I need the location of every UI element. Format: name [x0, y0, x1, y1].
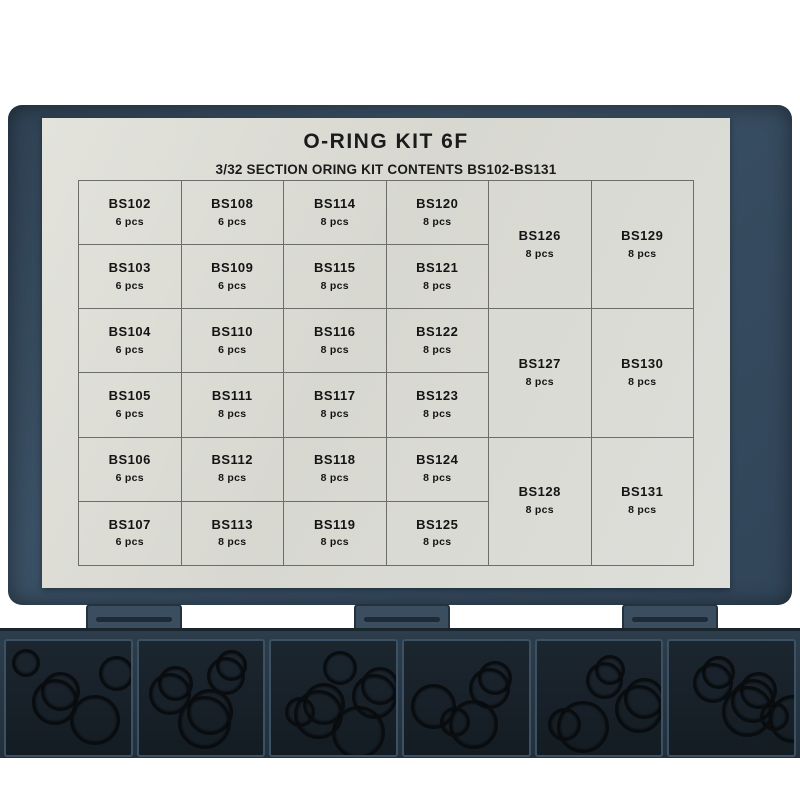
table-cell-bs122 — [386, 309, 489, 373]
contents-table-wrapper — [78, 180, 694, 566]
table-cell-bs121 — [386, 245, 489, 309]
table-cell-bs108 — [181, 181, 284, 245]
table-row — [79, 309, 694, 373]
part-code: BS103 — [108, 259, 151, 275]
part-quantity: 8 pcs — [218, 472, 247, 485]
o-ring — [12, 649, 40, 677]
part-quantity: 6 pcs — [115, 215, 144, 228]
table-cell-bs126 — [489, 181, 592, 309]
table-cell-bs102 — [79, 181, 182, 245]
table-cell-bs130 — [591, 309, 694, 437]
part-code: BS120 — [416, 195, 459, 211]
part-code: BS125 — [416, 516, 459, 532]
part-quantity: 8 pcs — [628, 375, 657, 388]
o-ring — [99, 656, 133, 691]
part-code: BS119 — [313, 516, 356, 532]
table-cell-bs104 — [79, 309, 182, 373]
part-code: BS121 — [416, 259, 459, 275]
table-cell-bs120 — [386, 181, 489, 245]
part-quantity: 8 pcs — [218, 408, 247, 421]
table-row — [79, 181, 694, 245]
table-cell-bs114 — [284, 181, 387, 245]
o-ring — [440, 707, 470, 737]
part-quantity: 8 pcs — [320, 279, 349, 292]
table-cell-bs103 — [79, 245, 182, 309]
contents-table — [78, 180, 694, 566]
part-code: BS113 — [211, 516, 254, 532]
part-quantity: 8 pcs — [423, 536, 452, 549]
o-ring — [207, 657, 245, 695]
part-quantity: 6 pcs — [218, 343, 247, 356]
part-code: BS105 — [108, 388, 151, 404]
part-code: BS128 — [518, 484, 561, 500]
table-cell-bs107 — [79, 501, 182, 565]
part-quantity: 8 pcs — [320, 408, 349, 421]
table-cell-bs111 — [181, 373, 284, 437]
tray-compartment — [402, 639, 531, 757]
part-code: BS116 — [313, 324, 356, 340]
part-quantity: 6 pcs — [115, 343, 144, 356]
table-cell-bs113 — [181, 501, 284, 565]
part-code: BS126 — [518, 227, 561, 243]
part-code: BS109 — [211, 259, 254, 275]
part-quantity: 8 pcs — [320, 536, 349, 549]
part-code: BS127 — [518, 356, 561, 372]
part-quantity: 8 pcs — [628, 504, 657, 517]
tray-compartments — [4, 639, 796, 757]
table-row — [79, 437, 694, 501]
o-ring — [586, 662, 623, 699]
part-code: BS102 — [108, 195, 151, 211]
part-quantity: 8 pcs — [320, 343, 349, 356]
part-quantity: 8 pcs — [320, 215, 349, 228]
part-code: BS112 — [211, 452, 254, 468]
o-ring — [32, 679, 78, 725]
part-code: BS110 — [211, 324, 254, 340]
table-cell-bs125 — [386, 501, 489, 565]
part-code: BS131 — [621, 484, 664, 500]
part-code: BS117 — [313, 388, 356, 404]
o-ring — [323, 651, 357, 685]
tray-compartment — [269, 639, 398, 757]
part-code: BS106 — [108, 452, 151, 468]
table-cell-bs116 — [284, 309, 387, 373]
part-code: BS108 — [211, 195, 254, 211]
part-code: BS118 — [313, 452, 356, 468]
table-cell-bs106 — [79, 437, 182, 501]
part-quantity: 8 pcs — [628, 247, 657, 260]
part-quantity: 8 pcs — [525, 375, 554, 388]
o-ring — [469, 668, 510, 709]
case-tray — [0, 628, 800, 761]
part-quantity: 6 pcs — [115, 279, 144, 292]
table-cell-bs123 — [386, 373, 489, 437]
part-quantity: 6 pcs — [115, 536, 144, 549]
part-quantity: 8 pcs — [423, 215, 452, 228]
part-code: BS124 — [416, 452, 459, 468]
table-cell-bs109 — [181, 245, 284, 309]
table-cell-bs105 — [79, 373, 182, 437]
part-quantity: 8 pcs — [423, 279, 452, 292]
part-code: BS123 — [416, 388, 459, 404]
table-cell-bs117 — [284, 373, 387, 437]
o-ring — [352, 674, 397, 719]
tray-compartment — [137, 639, 266, 757]
table-cell-bs124 — [386, 437, 489, 501]
table-cell-bs119 — [284, 501, 387, 565]
tray-compartment — [667, 639, 796, 757]
part-quantity: 8 pcs — [423, 408, 452, 421]
part-quantity: 8 pcs — [525, 247, 554, 260]
part-quantity: 8 pcs — [320, 472, 349, 485]
part-code: BS115 — [313, 259, 356, 275]
table-cell-bs115 — [284, 245, 387, 309]
o-ring — [548, 708, 581, 741]
part-quantity: 6 pcs — [115, 472, 144, 485]
page-title: O-RING KIT 6F — [303, 130, 469, 153]
part-code: BS107 — [108, 516, 151, 532]
photo-top-margin — [0, 0, 800, 105]
o-ring — [178, 696, 231, 749]
table-cell-bs110 — [181, 309, 284, 373]
part-quantity: 8 pcs — [218, 536, 247, 549]
part-code: BS104 — [108, 324, 151, 340]
o-ring — [722, 686, 773, 737]
table-cell-bs131 — [591, 437, 694, 565]
part-quantity: 8 pcs — [525, 504, 554, 517]
table-cell-bs128 — [489, 437, 592, 565]
photo-bottom-margin — [0, 758, 800, 800]
part-code: BS114 — [313, 195, 356, 211]
tray-compartment — [4, 639, 133, 757]
tray-compartment — [535, 639, 664, 757]
part-code: BS122 — [416, 324, 459, 340]
o-ring — [615, 685, 663, 733]
part-quantity: 6 pcs — [218, 215, 247, 228]
part-code: BS111 — [211, 388, 253, 404]
table-cell-bs129 — [591, 181, 694, 309]
part-code: BS130 — [621, 356, 664, 372]
label-subtitle: 3/32 SECTION ORING KIT CONTENTS BS102-BS131 — [215, 162, 557, 177]
table-cell-bs118 — [284, 437, 387, 501]
part-quantity: 6 pcs — [218, 279, 247, 292]
part-quantity: 8 pcs — [423, 343, 452, 356]
contents-label — [42, 118, 730, 588]
table-cell-bs112 — [181, 437, 284, 501]
table-cell-bs127 — [489, 309, 592, 437]
part-quantity: 8 pcs — [423, 472, 452, 485]
part-quantity: 6 pcs — [115, 408, 144, 421]
part-code: BS129 — [621, 227, 664, 243]
